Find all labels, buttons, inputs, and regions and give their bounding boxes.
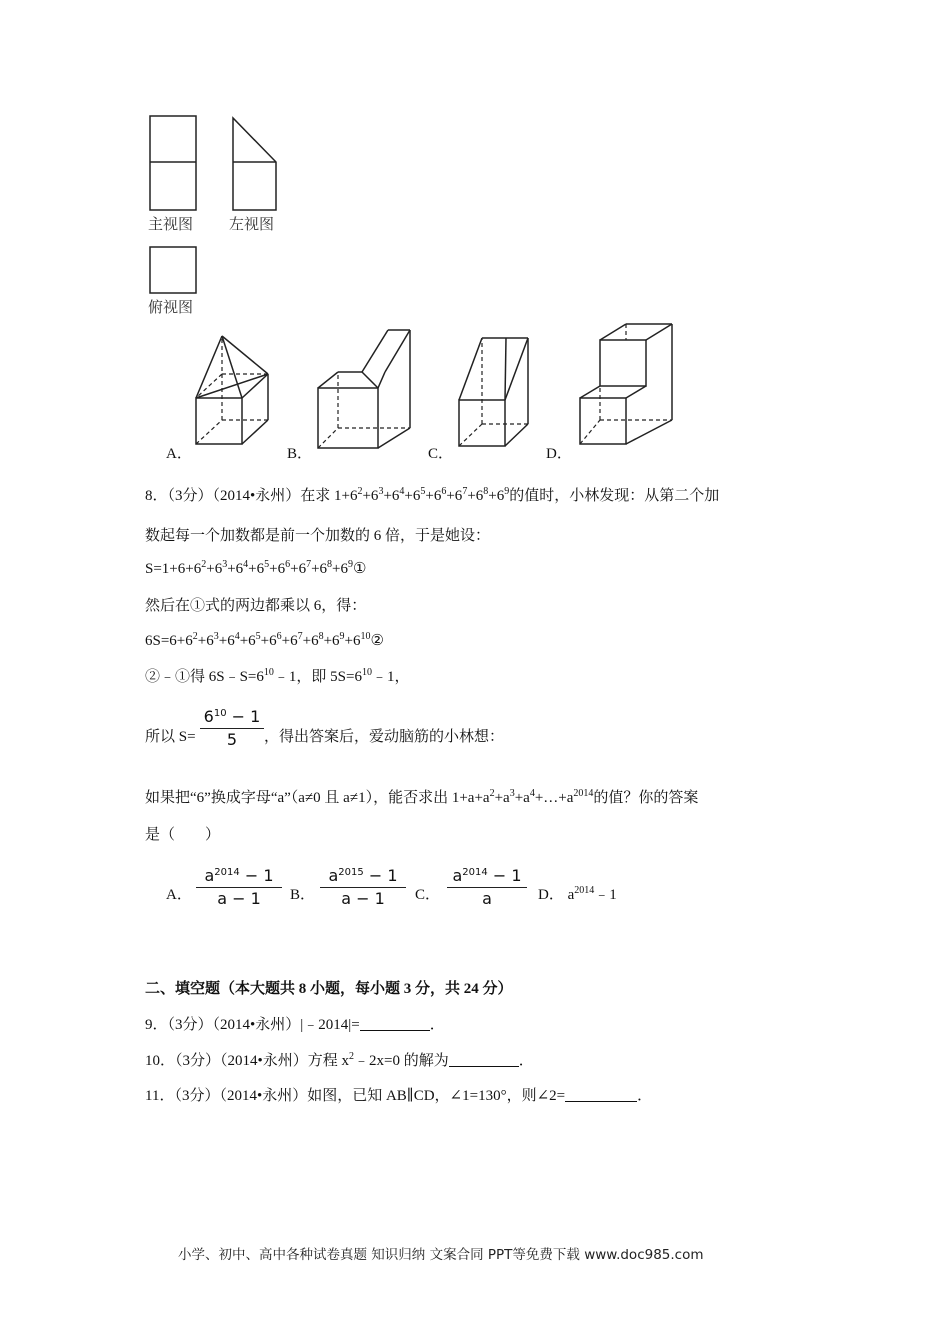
q8-option-a-fraction: $a^{2014} - 1$ a − 1 bbox=[196, 866, 282, 909]
q9-answer-blank bbox=[360, 1016, 430, 1031]
q8-option-c-fraction: $a^{2014} - 1$ a bbox=[447, 866, 527, 909]
option-c-solid bbox=[459, 338, 528, 446]
q8-option-c-label: C． bbox=[415, 887, 441, 903]
page-footer: 小学、初中、高中各种试卷真题 知识归纳 文案合同 PPT等免费下载 www.doc985.com bbox=[178, 1247, 704, 1263]
q8-line-6: ②﹣①得 $6S﹣S=6^{10}﹣1$，即 $5S=6^{10}﹣1$， bbox=[145, 667, 410, 685]
q8-option-d: D． $a^{2014}﹣1$ bbox=[538, 885, 617, 903]
q8-line-1: 8．（3分）（2014•永州）在求 $1+6^2+6^3+6^4+6^5+6^6+6^7+6^8+6^9$的值时，小林发现：从第二个加 bbox=[145, 486, 720, 504]
front-view-caption: 主视图 bbox=[148, 215, 194, 233]
q7-option-d-label: D． bbox=[546, 446, 572, 462]
q7-option-b-label: B． bbox=[287, 446, 313, 462]
q8-option-a-label: A． bbox=[166, 887, 192, 903]
option-a-solid bbox=[196, 336, 268, 444]
q8-line-7-prefix: 所以 S= bbox=[145, 729, 196, 745]
q8-equation-2: $6S=6+6^2+6^3+6^4+6^5+6^6+6^7+6^8+6^9+6^{10}②$ bbox=[145, 631, 384, 649]
option-b-solid bbox=[318, 330, 410, 448]
q8-option-b-fraction: $a^{2015} - 1$ a − 1 bbox=[320, 866, 406, 909]
front-view-shape bbox=[150, 116, 196, 210]
q8-equation-1: $S=1+6+6^2+6^3+6^4+6^5+6^6+6^7+6^8+6^9①$ bbox=[145, 559, 367, 577]
left-view-shape bbox=[233, 118, 276, 210]
q7-option-c-label: C． bbox=[428, 446, 454, 462]
q7-solids-figure bbox=[180, 320, 710, 450]
question-9: 9．（3分）（2014•永州）|﹣2014|= ． bbox=[145, 1017, 445, 1033]
q7-option-a-label: A． bbox=[166, 446, 192, 462]
top-view-caption: 俯视图 bbox=[148, 298, 194, 316]
left-view-caption: 左视图 bbox=[229, 215, 275, 233]
q11-answer-blank bbox=[565, 1087, 637, 1102]
q8-line-9: 是（ ） bbox=[145, 827, 221, 843]
q8-line-2: 数起每一个加数都是前一个加数的 6 倍，于是她设： bbox=[145, 528, 491, 544]
q10-answer-blank bbox=[449, 1052, 519, 1067]
q8-s-fraction: $6^{10} - 1$ 5 bbox=[200, 707, 264, 750]
option-d-solid bbox=[580, 324, 672, 444]
question-10: 10．（3分）（2014•永州）方程 $x^2﹣2x=0$ 的解为 ． bbox=[145, 1051, 534, 1069]
q8-line-4: 然后在①式的两边都乘以 6，得： bbox=[145, 598, 367, 614]
q8-option-b-label: B． bbox=[290, 887, 316, 903]
q8-line-7-suffix: ，得出答案后，爱动脑筋的小林想： bbox=[264, 729, 505, 745]
question-11: 11．（3分）（2014•永州）如图，已知 AB∥CD，∠1=130°，则∠2= ． bbox=[145, 1088, 653, 1104]
top-view-shape bbox=[150, 247, 196, 293]
q8-line-8: 如果把“6”换成字母“a”（a≠0 且 a≠1），能否求出 $1+a+a^2+a^3+a^4+\dots+a^{2014}$的值？你的答案 bbox=[145, 788, 699, 806]
section-2-title: 二、填空题（本大题共 8 小题，每小题 3 分，共 24 分） bbox=[145, 981, 513, 997]
